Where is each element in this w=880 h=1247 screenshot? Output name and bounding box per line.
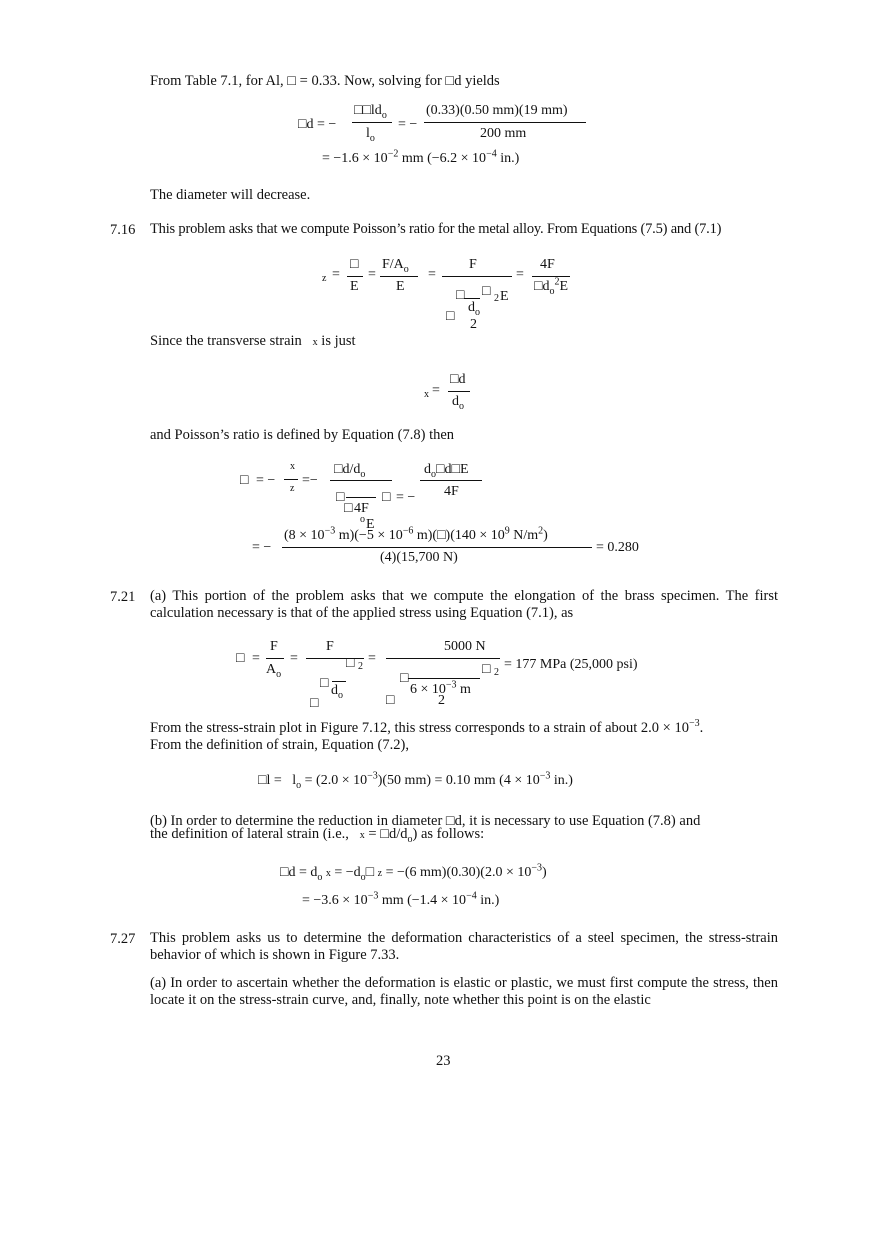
o-inner: o [360,514,365,525]
sq-exp: 2 [494,293,499,304]
section-727-a: (a) In order to ascertain whether the deformation is elastic or plastic, we must first compute the stress, then locate it on the stress-strain curve, and, finally, note whether this point is on the elastic [150,975,778,1008]
sq-exp-3: 2 [494,667,499,678]
glyph-a: □ [336,490,345,505]
delta-l-eq: □l = $l_o = (2.0 \times 10^{-3})(50$ mm) = 0.10 mm ($4 \times 10^{-3}$ in.) [258,770,573,791]
sigma-glyph-2: □ [236,651,245,666]
e-denom-3: E [500,289,509,304]
fivek-bar [386,658,500,659]
section-727-intro: This problem asks us to determine the deformation characteristics of a steel specimen, the stress-strain behavior of which is shown in Figure 7.33. [150,930,778,963]
sigma-f2-bar [306,658,364,659]
sq-exp-2: 2 [358,661,363,672]
e-denom: E [350,279,359,294]
eq1-eq2: = − [398,117,418,132]
z-sub-den: z [290,483,295,494]
sigma-a0: $A_o$ [266,662,282,680]
section-721-a: (a) This portion of the problem asks that we compute the elongation of the brass specimen. The first calculation necessary is that of the applied stress using Equation (7.1), as [150,588,778,621]
eq1-num2: (0.33)(0.50 mm)(19 mm) [426,103,568,118]
dd0-num: $□d/d_o$ [334,462,366,480]
x-sub-num: x [290,461,295,472]
eps-x-eq: = [432,383,440,398]
section-number-721: 7.21 [110,589,136,605]
six-e3: $6 \times 10^{-3}$ m [410,679,471,697]
glyph-b: □ [344,501,353,516]
d2-bar [464,298,480,299]
x-z-bar [284,479,298,480]
eq716-eq4: = [516,267,524,282]
glyph-i: □ [386,693,395,708]
section-721-b: (b) In order to determine the reduction in diameter □d, it is necessary to use Equation (7.8) and [150,813,701,829]
sigma-eq3: = [368,651,376,666]
final-minus: = − [252,540,272,555]
glyph-d: □ [346,656,355,671]
dde-num: $d_o□d□E$ [424,462,469,480]
e-inner: E [366,517,375,532]
fourf-den: 4F [444,484,459,499]
fourf-bar [532,276,570,277]
paren-glyph: □ [482,284,491,299]
fivek: 5000 N [444,639,486,654]
final-num: ($8 \times 10^{-3}$ $m)(-5 \times 10^{-6}$ m)(□)(140 × $10^9$ $N/m^2$) [284,525,548,543]
f-num: F [469,257,477,272]
eq1-fraction-bar [352,122,392,123]
final-bar [282,547,592,548]
sigma-f2: F [326,639,334,654]
pi-glyph: □ [456,288,465,303]
dde-bar [420,480,482,481]
eq1-num: $□□ld_o$ [354,103,387,121]
sigma-glyph: □ [350,257,359,272]
section-721-b-cont: the definition of lateral strain (i.e., $x = □d/d_o$) as follows: [150,826,485,845]
section-number-716: 7.16 [110,222,136,238]
eq716-eq2: = [368,267,376,282]
d0-num: $d_o$ [468,300,480,318]
diameter-decrease: The diameter will decrease. [150,187,311,203]
eq1-lhs: □d = − [298,117,337,132]
page-number: 23 [436,1053,451,1069]
eq1-den: $l_o$ [366,126,375,144]
intro-paragraph: From Table 7.1, for Al, □ = 0.33. Now, solving for □d yields [150,73,500,89]
pi-d2e: $□d_o^2E$ [534,276,569,297]
eq-minus-2: =− [302,473,318,488]
final-den: (4)(15,700 N) [380,550,458,565]
glyph-g: □ [482,662,491,677]
two-den: 2 [470,317,477,332]
sigma-eq: = [252,651,260,666]
d0-den: $d_o$ [452,394,464,412]
sigma-eq2: = [290,651,298,666]
glyph-c: □ [382,490,391,505]
six-bar [408,678,480,679]
eps-z-sub: z [322,273,327,284]
dd0-bar [330,480,392,481]
glyph-f: □ [310,696,319,711]
poisson-result: = 0.280 [596,540,639,555]
sigma-e-bar [347,276,363,277]
eq716-eq3: = [428,267,436,282]
fourf-inner: 4F [354,501,369,516]
d-bar-2 [332,681,346,682]
eq1-result: = $-1.6 \times 10^{-2}$ mm ($-6.2 \times 10^{-4}$ in.) [322,148,520,166]
paren-glyph-2: □ [446,309,455,324]
e-denom-2: E [396,279,405,294]
nu-glyph: □ [240,473,249,488]
two-den-2: 2 [438,693,445,708]
delta-d-result: = $-3.6 \times 10^{-3}$ mm ($-1.4 \times 10^{-4}$ in.) [302,890,500,908]
section-number-727: 7.27 [110,931,136,947]
delta-d-num: □d [450,372,466,387]
inner-bar [346,497,376,498]
eq-minus-3: = − [396,490,416,505]
fa-bar [380,276,418,277]
section-716-intro: This problem asks that we compute Poisson’s ratio for the metal alloy. From Equations (7.5) and (7.1) [150,221,722,237]
glyph-h: □ [400,671,409,686]
transverse-strain-line: Since the transverse strain x is just [150,333,356,349]
glyph-e: □ [320,676,329,691]
eps-x-sub: x [424,389,429,400]
poisson-defined-line: and Poisson’s ratio is defined by Equation (7.8) then [150,427,455,443]
f-bar [442,276,512,277]
sigma-f: F [270,639,278,654]
eq-minus: = − [256,473,276,488]
delta-d-bar [448,391,470,392]
eq1-den2: 200 mm [480,126,527,141]
stress-result: = 177 MPa (25,000 psi) [504,657,638,672]
stress-strain-plot-text: From the stress-strain plot in Figure 7.12, this stress corresponds to a strain of about $2.0 \times 10^{-3}$. From the definition of strain, Equation (7.2), [150,718,704,753]
sigma-fa-bar [266,658,284,659]
d0-2: $d_o$ [331,683,343,701]
eq1-fraction-bar-2 [424,122,586,123]
fa-num: $F/A_o$ [382,257,409,275]
delta-d-eq: □d = $d_o$ $x = -d_o□$ z = −(6 $mm)(0.30)(2.0 \times 10^{-3})$ [280,862,547,883]
fourf-num: 4F [540,257,555,272]
eq716-eq: = [332,267,340,282]
